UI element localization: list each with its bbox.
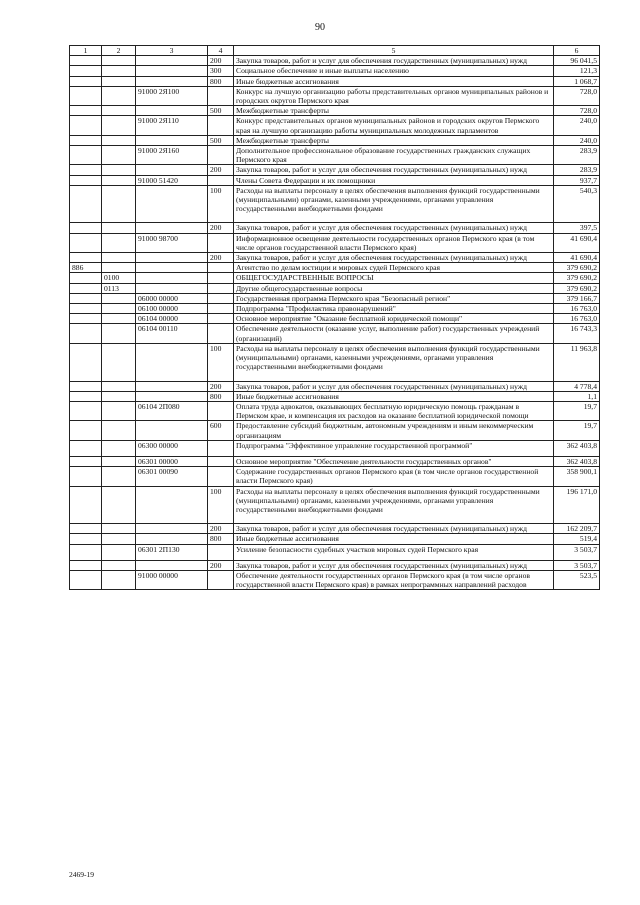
table-row — [70, 304, 600, 314]
table-row — [70, 263, 600, 273]
cell-amount: 162 209,7 — [554, 524, 600, 534]
cell-description: Закупка товаров, работ и услуг для обеспечения государственных (муниципальных) нужд — [234, 165, 554, 175]
cell-target-article — [136, 223, 208, 233]
cell-amount: 358 900,1 — [554, 467, 600, 486]
cell-admin-code — [70, 343, 102, 381]
document-code: 2469-19 — [69, 870, 94, 879]
cell-description: Межбюджетные трансферты — [234, 135, 554, 145]
cell-admin-code — [70, 391, 102, 401]
cell-amount: 379 690,2 — [554, 263, 600, 273]
cell-section-code — [102, 440, 136, 456]
cell-section-code: 0100 — [102, 273, 136, 283]
cell-amount: 283,9 — [554, 146, 600, 165]
cell-target-article — [136, 106, 208, 116]
cell-amount: 379 166,7 — [554, 293, 600, 303]
cell-expense-type — [208, 544, 234, 560]
cell-target-article — [136, 56, 208, 66]
cell-section-code — [102, 456, 136, 466]
table-row — [70, 223, 600, 233]
cell-amount: 540,3 — [554, 185, 600, 223]
cell-target-article: 06104 2П080 — [136, 401, 208, 420]
header-cell: 5 — [234, 46, 554, 56]
cell-admin-code — [70, 401, 102, 420]
cell-description: Содержание государственных органов Пермского края (в том числе органов государственной власти Пермского края) — [234, 467, 554, 486]
cell-target-article: 91000 51420 — [136, 175, 208, 185]
cell-section-code — [102, 175, 136, 185]
table-row — [70, 175, 600, 185]
cell-target-article — [136, 263, 208, 273]
page-number: 90 — [315, 22, 325, 33]
cell-expense-type — [208, 456, 234, 466]
cell-description: Основное мероприятие "Оказание бесплатной юридической помощи" — [234, 314, 554, 324]
cell-admin-code — [70, 76, 102, 86]
table-row — [70, 106, 600, 116]
cell-expense-type: 200 — [208, 524, 234, 534]
cell-expense-type: 100 — [208, 185, 234, 223]
cell-amount: 3 503,7 — [554, 560, 600, 570]
cell-admin-code — [70, 570, 102, 589]
cell-admin-code — [70, 233, 102, 252]
cell-description: Социальное обеспечение и иные выплаты населению — [234, 66, 554, 76]
cell-section-code — [102, 185, 136, 223]
cell-section-code — [102, 314, 136, 324]
cell-description: Расходы на выплаты персоналу в целях обеспечения выполнения функций государственными (муниципальными) органами, казенными учреждениями, органами управления государственными внебюджетными фондами — [234, 343, 554, 381]
cell-admin-code — [70, 223, 102, 233]
cell-target-article — [136, 66, 208, 76]
cell-expense-type — [208, 86, 234, 105]
cell-target-article — [136, 253, 208, 263]
cell-admin-code — [70, 175, 102, 185]
cell-expense-type — [208, 233, 234, 252]
cell-amount: 379 690,2 — [554, 283, 600, 293]
cell-expense-type: 200 — [208, 165, 234, 175]
cell-section-code — [102, 381, 136, 391]
cell-admin-code — [70, 534, 102, 544]
cell-description: Конкурс представительных органов муниципальных районов и городских округов Пермского края на лучшую организацию работы муниципальных молодежных парламентов — [234, 116, 554, 135]
table-row — [70, 560, 600, 570]
cell-section-code — [102, 486, 136, 524]
cell-description: Обеспечение деятельности государственных органов Пермского края (в том числе органов государственной власти Пермского края) в рамках непрограммных направлений расходов — [234, 570, 554, 589]
cell-section-code — [102, 560, 136, 570]
cell-target-article: 06104 00110 — [136, 324, 208, 343]
cell-section-code — [102, 135, 136, 145]
cell-amount: 240,0 — [554, 135, 600, 145]
cell-description: Дополнительное профессиональное образование государственных гражданских служащих Пермского края — [234, 146, 554, 165]
cell-target-article — [136, 165, 208, 175]
cell-description: Члены Совета Федерации и их помощники — [234, 175, 554, 185]
table-row — [70, 56, 600, 66]
cell-admin-code — [70, 456, 102, 466]
cell-amount: 1,1 — [554, 391, 600, 401]
cell-description: Подпрограмма "Профилактика правонарушений" — [234, 304, 554, 314]
cell-admin-code — [70, 467, 102, 486]
cell-admin-code — [70, 66, 102, 76]
budget-table — [69, 45, 600, 590]
cell-target-article: 91000 98700 — [136, 233, 208, 252]
cell-target-article: 06301 00090 — [136, 467, 208, 486]
cell-admin-code — [70, 116, 102, 135]
cell-expense-type — [208, 304, 234, 314]
cell-description: Подпрограмма "Эффективное управление государственной программой" — [234, 440, 554, 456]
cell-description: Оплата труда адвокатов, оказывающих бесплатную юридическую помощь гражданам в Пермском крае, и компенсация их расходов на оказание бесплатной юридической помощи — [234, 401, 554, 420]
cell-amount: 4 778,4 — [554, 381, 600, 391]
cell-admin-code — [70, 106, 102, 116]
cell-expense-type: 200 — [208, 223, 234, 233]
cell-amount: 728,0 — [554, 106, 600, 116]
cell-description: Закупка товаров, работ и услуг для обеспечения государственных (муниципальных) нужд — [234, 253, 554, 263]
cell-expense-type: 100 — [208, 343, 234, 381]
cell-amount: 519,4 — [554, 534, 600, 544]
cell-section-code — [102, 570, 136, 589]
table-row — [70, 86, 600, 105]
table-row — [70, 456, 600, 466]
cell-admin-code — [70, 381, 102, 391]
cell-expense-type: 800 — [208, 76, 234, 86]
cell-admin-code — [70, 304, 102, 314]
cell-admin-code — [70, 524, 102, 534]
header-cell: 2 — [102, 46, 136, 56]
cell-expense-type — [208, 263, 234, 273]
cell-amount: 523,5 — [554, 570, 600, 589]
cell-section-code — [102, 165, 136, 175]
cell-target-article — [136, 185, 208, 223]
cell-target-article: 06301 00000 — [136, 456, 208, 466]
cell-expense-type — [208, 401, 234, 420]
cell-amount: 11 963,8 — [554, 343, 600, 381]
cell-expense-type — [208, 467, 234, 486]
table-row — [70, 544, 600, 560]
cell-description: Основное мероприятие "Обеспечение деятельности государственных органов" — [234, 456, 554, 466]
cell-description: Закупка товаров, работ и услуг для обеспечения государственных (муниципальных) нужд — [234, 56, 554, 66]
table-row — [70, 116, 600, 135]
cell-target-article: 06100 00000 — [136, 304, 208, 314]
cell-amount: 19,7 — [554, 421, 600, 440]
cell-admin-code — [70, 165, 102, 175]
cell-amount: 937,7 — [554, 175, 600, 185]
cell-section-code — [102, 401, 136, 420]
table-row — [70, 570, 600, 589]
cell-admin-code — [70, 283, 102, 293]
cell-expense-type: 600 — [208, 421, 234, 440]
table-row — [70, 165, 600, 175]
cell-admin-code — [70, 135, 102, 145]
cell-admin-code — [70, 560, 102, 570]
table-row — [70, 185, 600, 223]
cell-amount: 96 041,5 — [554, 56, 600, 66]
cell-admin-code — [70, 253, 102, 263]
cell-amount: 196 171,0 — [554, 486, 600, 524]
cell-target-article — [136, 560, 208, 570]
cell-target-article — [136, 273, 208, 283]
cell-target-article: 06104 00000 — [136, 314, 208, 324]
cell-amount: 41 690,4 — [554, 253, 600, 263]
cell-target-article — [136, 486, 208, 524]
table-row — [70, 534, 600, 544]
cell-section-code — [102, 56, 136, 66]
cell-expense-type: 200 — [208, 381, 234, 391]
table-header-row — [70, 46, 600, 56]
cell-target-article — [136, 135, 208, 145]
cell-target-article: 06000 00000 — [136, 293, 208, 303]
cell-description: Обеспечение деятельности (оказание услуг, выполнение работ) государственных учреждений (организаций) — [234, 324, 554, 343]
header-cell: 3 — [136, 46, 208, 56]
table-row — [70, 324, 600, 343]
cell-target-article — [136, 534, 208, 544]
table-row — [70, 391, 600, 401]
cell-description: Иные бюджетные ассигнования — [234, 391, 554, 401]
cell-expense-type — [208, 175, 234, 185]
cell-expense-type: 200 — [208, 56, 234, 66]
table-row — [70, 343, 600, 381]
table-row — [70, 146, 600, 165]
cell-description: ОБЩЕГОСУДАРСТВЕННЫЕ ВОПРОСЫ — [234, 273, 554, 283]
cell-section-code — [102, 421, 136, 440]
cell-section-code — [102, 544, 136, 560]
table-row — [70, 76, 600, 86]
cell-expense-type: 200 — [208, 253, 234, 263]
cell-amount: 240,0 — [554, 116, 600, 135]
cell-amount: 283,9 — [554, 165, 600, 175]
cell-expense-type — [208, 293, 234, 303]
cell-target-article: 06301 2П130 — [136, 544, 208, 560]
cell-expense-type — [208, 570, 234, 589]
cell-amount: 362 403,8 — [554, 440, 600, 456]
cell-amount: 16 743,3 — [554, 324, 600, 343]
cell-description: Агентство по делам юстиции и мировых судей Пермского края — [234, 263, 554, 273]
cell-amount: 3 503,7 — [554, 544, 600, 560]
cell-section-code — [102, 116, 136, 135]
cell-amount: 728,0 — [554, 86, 600, 105]
cell-admin-code — [70, 324, 102, 343]
cell-target-article: 91000 2Я110 — [136, 116, 208, 135]
cell-admin-code — [70, 86, 102, 105]
cell-section-code — [102, 467, 136, 486]
cell-target-article — [136, 381, 208, 391]
cell-admin-code — [70, 486, 102, 524]
cell-amount: 121,3 — [554, 66, 600, 76]
cell-expense-type: 500 — [208, 106, 234, 116]
cell-amount: 1 068,7 — [554, 76, 600, 86]
cell-section-code — [102, 66, 136, 76]
cell-amount: 16 763,0 — [554, 314, 600, 324]
cell-section-code — [102, 534, 136, 544]
cell-target-article: 91000 2Я100 — [136, 86, 208, 105]
header-cell: 6 — [554, 46, 600, 56]
cell-description: Расходы на выплаты персоналу в целях обеспечения выполнения функций государственными (муниципальными) органами, казенными учреждениями, органами управления государственными внебюджетными фондами — [234, 486, 554, 524]
cell-admin-code — [70, 544, 102, 560]
cell-description: Расходы на выплаты персоналу в целях обеспечения выполнения функций государственными (муниципальными) органами, казенными учреждениями, органами управления государственными внебюджетными фондами — [234, 185, 554, 223]
cell-admin-code — [70, 314, 102, 324]
cell-expense-type — [208, 324, 234, 343]
cell-target-article — [136, 421, 208, 440]
table-row — [70, 401, 600, 420]
cell-description: Межбюджетные трансферты — [234, 106, 554, 116]
cell-section-code — [102, 223, 136, 233]
table-row — [70, 66, 600, 76]
cell-expense-type — [208, 146, 234, 165]
cell-target-article — [136, 76, 208, 86]
cell-admin-code: 886 — [70, 263, 102, 273]
header-cell: 1 — [70, 46, 102, 56]
table-row — [70, 135, 600, 145]
cell-target-article — [136, 524, 208, 534]
cell-section-code — [102, 76, 136, 86]
cell-description: Закупка товаров, работ и услуг для обеспечения государственных (муниципальных) нужд — [234, 381, 554, 391]
table-row — [70, 314, 600, 324]
cell-admin-code — [70, 273, 102, 283]
cell-expense-type — [208, 440, 234, 456]
cell-description: Закупка товаров, работ и услуг для обеспечения государственных (муниципальных) нужд — [234, 524, 554, 534]
cell-amount: 19,7 — [554, 401, 600, 420]
table-row — [70, 273, 600, 283]
cell-section-code — [102, 391, 136, 401]
cell-section-code: 0113 — [102, 283, 136, 293]
table-row — [70, 253, 600, 263]
cell-expense-type: 800 — [208, 391, 234, 401]
cell-section-code — [102, 146, 136, 165]
table-row — [70, 440, 600, 456]
cell-amount: 362 403,8 — [554, 456, 600, 466]
cell-admin-code — [70, 56, 102, 66]
cell-expense-type: 500 — [208, 135, 234, 145]
cell-description: Конкурс на лучшую организацию работы представительных органов муниципальных районов и городских округов Пермского края — [234, 86, 554, 105]
cell-amount: 16 763,0 — [554, 304, 600, 314]
cell-description: Закупка товаров, работ и услуг для обеспечения государственных (муниципальных) нужд — [234, 223, 554, 233]
cell-expense-type: 800 — [208, 534, 234, 544]
table-row — [70, 283, 600, 293]
cell-section-code — [102, 86, 136, 105]
cell-description: Предоставление субсидий бюджетным, автономным учреждениям и иным некоммерческим организациям — [234, 421, 554, 440]
table-row — [70, 421, 600, 440]
cell-target-article: 06300 00000 — [136, 440, 208, 456]
cell-target-article: 91000 00000 — [136, 570, 208, 589]
table-row — [70, 233, 600, 252]
cell-description: Иные бюджетные ассигнования — [234, 534, 554, 544]
cell-admin-code — [70, 421, 102, 440]
table-row — [70, 467, 600, 486]
cell-section-code — [102, 343, 136, 381]
cell-section-code — [102, 524, 136, 534]
cell-expense-type — [208, 314, 234, 324]
cell-expense-type — [208, 283, 234, 293]
cell-description: Иные бюджетные ассигнования — [234, 76, 554, 86]
cell-target-article: 91000 2Я160 — [136, 146, 208, 165]
table-row — [70, 486, 600, 524]
cell-admin-code — [70, 440, 102, 456]
cell-target-article — [136, 391, 208, 401]
cell-section-code — [102, 106, 136, 116]
cell-admin-code — [70, 293, 102, 303]
cell-amount: 41 690,4 — [554, 233, 600, 252]
cell-amount: 397,5 — [554, 223, 600, 233]
cell-section-code — [102, 324, 136, 343]
cell-admin-code — [70, 146, 102, 165]
table-row — [70, 524, 600, 534]
header-cell: 4 — [208, 46, 234, 56]
cell-description: Усиление безопасности судебных участков мировых судей Пермского края — [234, 544, 554, 560]
cell-expense-type: 300 — [208, 66, 234, 76]
cell-expense-type — [208, 273, 234, 283]
cell-expense-type: 100 — [208, 486, 234, 524]
cell-section-code — [102, 293, 136, 303]
cell-section-code — [102, 233, 136, 252]
cell-description: Государственная программа Пермского края "Безопасный регион" — [234, 293, 554, 303]
cell-description: Другие общегосударственные вопросы — [234, 283, 554, 293]
cell-target-article — [136, 283, 208, 293]
cell-expense-type — [208, 116, 234, 135]
table-row — [70, 293, 600, 303]
cell-admin-code — [70, 185, 102, 223]
cell-description: Информационное освещение деятельности государственных органов Пермского края (в том числе органов государственной власти Пермского края) — [234, 233, 554, 252]
cell-description: Закупка товаров, работ и услуг для обеспечения государственных (муниципальных) нужд — [234, 560, 554, 570]
cell-expense-type: 200 — [208, 560, 234, 570]
cell-amount: 379 690,2 — [554, 273, 600, 283]
cell-target-article — [136, 343, 208, 381]
cell-section-code — [102, 253, 136, 263]
cell-section-code — [102, 304, 136, 314]
cell-section-code — [102, 263, 136, 273]
table-row — [70, 381, 600, 391]
